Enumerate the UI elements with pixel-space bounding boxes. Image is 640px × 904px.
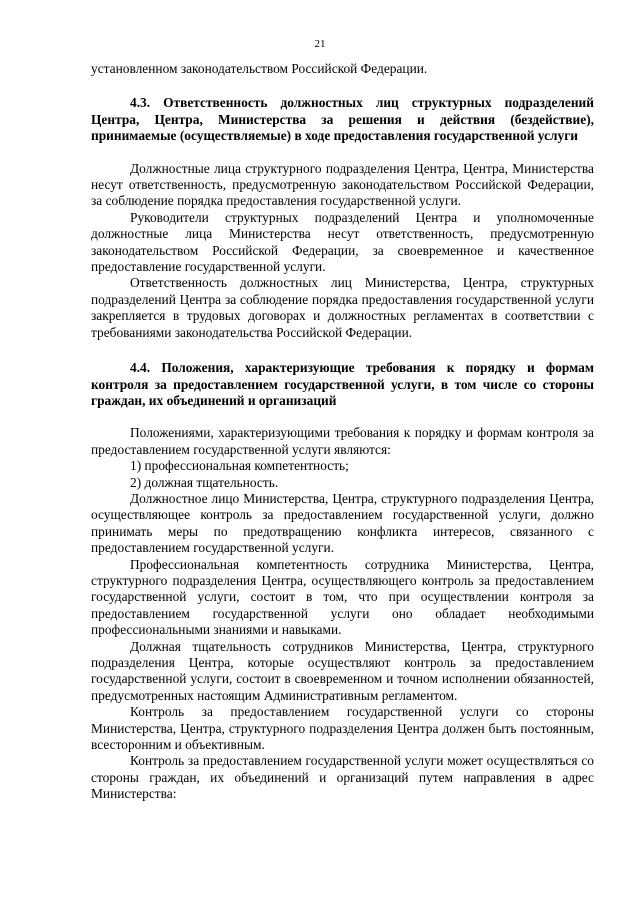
list-item: 1) профессиональная компетентность; [130,458,349,474]
paragraph-continuation: установленном законодательством Российской Федерации. [91,61,428,76]
paragraph: Положениями, характеризующими требования к порядку и формам контроля за предоставлением государственной услуги являются: [91,425,594,457]
paragraph: Контроль за предоставлением государственной услуги со стороны Министерства, Центра, структурного подразделения Центра должен быть постоянным, всесторонним и объективным. [91,704,594,753]
paragraph: Должностное лицо Министерства, Центра, структурного подразделения Центра, осуществляющее контроль за предоставлением государственной услуги, должно принимать меры по предотвращению конфликта интересов, связанного с предоставлением государственной услуги. [91,490,594,556]
paragraph: Руководители структурных подразделений Центра и уполномоченные должностные лица Министерства несут ответственность, предусмотренную законодательством Российской Федерации, за своевременное и качественное предоставление государственной услуги. [91,209,594,275]
page-body [91,61,594,803]
page-number: 21 [314,38,326,50]
list-item: 2) должная тщательность. [130,474,279,490]
section-heading-4-3: 4.3. Ответственность должностных лиц структурных подразделений Центра, Центра, Министерства за решения и действия (бездействие), принимаемые (осуществляемые) в ходе предоставления государственной услуги [91,95,594,144]
paragraph: Должностные лица структурного подразделения Центра, Центра, Министерства несут ответственность, предусмотренную законодательством Российской Федерации, за соблюдение порядка предоставления государственной услуги. [91,160,594,209]
section-heading-4-4: 4.4. Положения, характеризующие требования к порядку и формам контроля за предоставлением государственной услуги, в том числе со стороны граждан, их объединений и организаций [91,360,594,408]
paragraph: Контроль за предоставлением государственной услуги может осуществляться со стороны граждан, их объединений и организаций путем направления в адрес Министерства: [91,753,594,802]
paragraph: Ответственность должностных лиц Министерства, Центра, структурных подразделений Центра за соблюдение порядка предоставления государственной услуги закрепляется в трудовых договорах и должностных регламентах в соответствии с требованиями законодательства Российской Федерации. [91,275,594,340]
paragraph: Должная тщательность сотрудников Министерства, Центра, структурного подразделения Центра, которые осуществляют контроль за предоставлением государственной услуги, состоит в своевременном и точном исполнении обязанностей, предусмотренных настоящим Административным регламентом. [91,638,594,703]
paragraph: Профессиональная компетентность сотрудника Министерства, Центра, структурного подразделения Центра, осуществляющего контроль за предоставлением государственной услуги, состоит в том, что при осуществлении контроля за предоставлением государственной услуги оно обладает необходимыми профессиональными знаниями и навыками. [91,556,594,638]
